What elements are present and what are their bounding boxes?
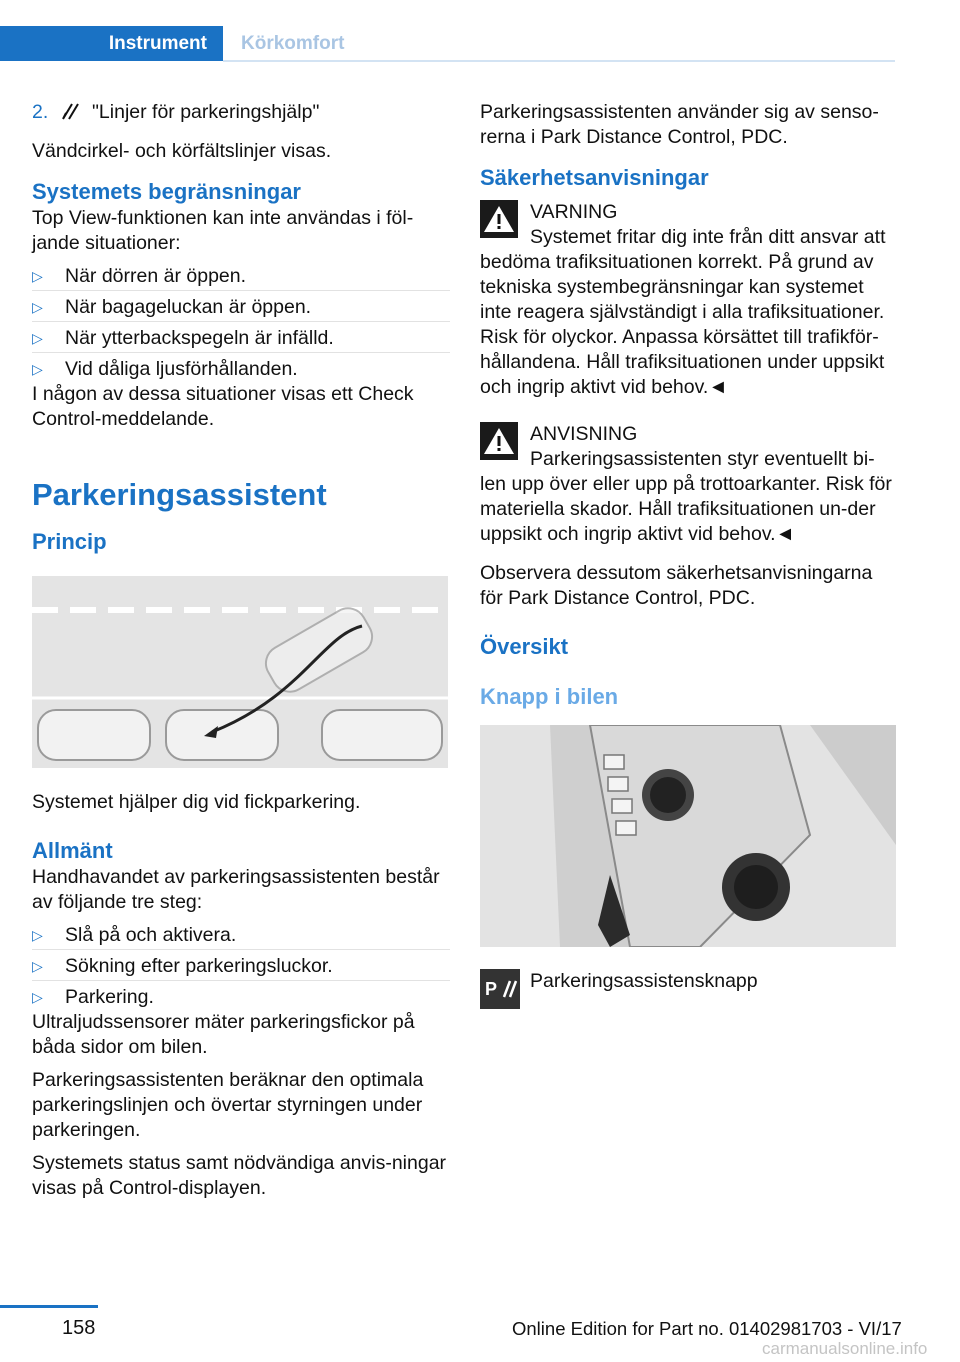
parking-lines-icon: [60, 100, 84, 129]
warning-icon: [480, 200, 518, 238]
step-2: [32, 100, 450, 129]
triangle-bullet-icon: ▷: [32, 989, 43, 1005]
button-legend-label: Parkeringsassistensknapp: [530, 970, 758, 992]
step-text: "Linjer för parkeringshjälp": [92, 101, 320, 123]
tab-instrument[interactable]: Instrument: [0, 26, 223, 61]
general-heading: Allmänt: [32, 838, 113, 863]
footer-rule: [0, 1305, 98, 1308]
list-item-text: Sökning efter parkeringsluckor.: [65, 955, 333, 977]
svg-text:P: P: [485, 979, 498, 999]
list-item: [32, 295, 450, 326]
triangle-bullet-icon: ▷: [32, 361, 43, 377]
warning-label: VARNING: [530, 201, 618, 223]
triangle-bullet-icon: ▷: [32, 268, 43, 284]
step-description: Vändcirkel- och körfältslinjer visas.: [32, 140, 332, 162]
paragraph-sensors: Ultraljudssensorer mäter parkeringsfickor på båda sidor om bilen.: [32, 1011, 415, 1058]
warning-text: [480, 225, 898, 400]
tab-korkomfort[interactable]: Körkomfort: [241, 33, 345, 54]
edition-text: Online Edition for Part no. 01402981703 - VI/17: [512, 1318, 902, 1339]
list-item-text: Vid dåliga ljusförhållanden.: [65, 358, 298, 380]
general-intro: Handhavandet av parkeringsassistenten består av följande tre steg:: [32, 866, 440, 913]
list-item-text: När dörren är öppen.: [65, 265, 247, 287]
notice-text: [480, 447, 898, 547]
warning-body: Systemet fritar dig inte från ditt ansvar att bedöma trafiksituationen korrekt. På grund av tekniska systembegränsningar kan systemet inte reagera självständigt i alla trafiksituationer. Risk för olyckor. Anpassa körsättet till trafikför-hållandena. Håll trafiksituationen under uppsikt och ingrip aktivt vid behov.◄: [480, 226, 886, 398]
notice-icon: [480, 422, 518, 460]
list-item: [32, 326, 450, 357]
notice-body: Parkeringsassistenten styr eventuellt bi-len upp över eller upp på trottoarkanter. Risk för materiella skador. Håll trafiksituationen un-der uppsikt och ingrip aktivt vid behov.◄: [480, 448, 892, 545]
warning-notice: [480, 200, 898, 400]
left-column: [32, 100, 450, 1213]
notice-label: ANVISNING: [530, 423, 638, 445]
console-illustration: [480, 725, 896, 947]
parking-illustration: [32, 576, 448, 768]
figure-caption: Systemet hjälper dig vid fickparkering.: [32, 791, 361, 813]
list-item: [32, 923, 450, 954]
paragraph-calculation: Parkeringsassistenten beräknar den optimala parkeringslinjen och övertar styrningen under parkeringen.: [32, 1069, 424, 1141]
right-column: [480, 100, 898, 1009]
button-heading: Knapp i bilen: [480, 684, 619, 709]
list-item-text: När ytterbackspegeln är infälld.: [65, 327, 334, 349]
triangle-bullet-icon: ▷: [32, 927, 43, 943]
limits-intro: Top View-funktionen kan inte användas i föl-jande situationer:: [32, 207, 414, 254]
parking-assistant-icon: [480, 969, 520, 1009]
watermark: carmanualsonline.info: [762, 1339, 928, 1358]
page-number: 158: [62, 1317, 96, 1339]
header-rule: [223, 60, 895, 62]
step-number: 2.: [32, 101, 49, 123]
notice-block: [480, 422, 898, 547]
section-title: Parkeringsassistent: [32, 477, 327, 512]
list-item-text: När bagageluckan är öppen.: [65, 296, 312, 318]
triangle-bullet-icon: ▷: [32, 958, 43, 974]
limits-list: [32, 264, 450, 388]
list-item: [32, 985, 450, 1016]
observe-paragraph: Observera dessutom säkerhetsanvisningarna för Park Distance Control, PDC.: [480, 562, 873, 609]
principle-heading: Princip: [32, 529, 107, 554]
button-legend: [480, 969, 898, 1009]
list-item-text: Parkering.: [65, 986, 154, 1008]
triangle-bullet-icon: ▷: [32, 299, 43, 315]
list-item: [32, 954, 450, 985]
list-item-text: Slå på och aktivera.: [65, 924, 237, 946]
overview-heading: Översikt: [480, 634, 569, 659]
limits-heading: Systemets begränsningar: [32, 179, 301, 204]
triangle-bullet-icon: ▷: [32, 330, 43, 346]
paragraph-display: Systemets status samt nödvändiga anvis-ningar visas på Control-displayen.: [32, 1152, 447, 1199]
list-item: [32, 264, 450, 295]
steps-list: [32, 923, 450, 1016]
intro-paragraph: Parkeringsassistenten använder sig av senso-rerna i Park Distance Control, PDC.: [480, 101, 879, 148]
list-item: [32, 357, 450, 388]
limits-outro: I någon av dessa situationer visas ett Check Control-meddelande.: [32, 383, 414, 430]
safety-heading: Säkerhetsanvisningar: [480, 165, 709, 190]
